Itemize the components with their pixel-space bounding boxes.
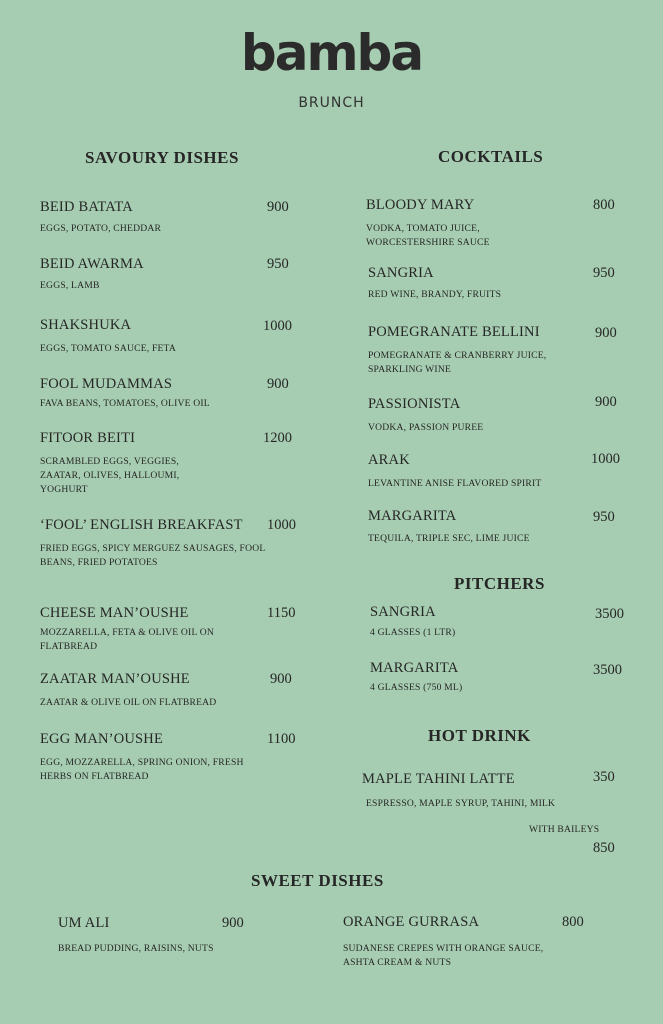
item-name: SHAKSHUKA bbox=[40, 317, 132, 333]
item-name: FOOL MUDAMMAS bbox=[40, 376, 173, 392]
addon-price: 850 bbox=[593, 840, 615, 856]
item-description: POMEGRANATE & CRANBERRY JUICE, SPARKLING WINE bbox=[368, 350, 547, 375]
item-price: 950 bbox=[593, 509, 615, 525]
item-description: ESPRESSO, MAPLE SYRUP, TAHINI, MILK bbox=[366, 798, 556, 809]
item-price: 1200 bbox=[263, 430, 292, 446]
item-description: EGGS, TOMATO SAUCE, FETA bbox=[40, 343, 176, 354]
item-price: 800 bbox=[562, 914, 584, 930]
item-name: CHEESE MAN’OUSHE bbox=[40, 605, 189, 621]
item-name: SANGRIA bbox=[370, 604, 436, 620]
item-price: 1100 bbox=[267, 731, 296, 747]
item-name: BEID BATATA bbox=[40, 199, 133, 215]
item-name: MARGARITA bbox=[370, 660, 459, 676]
item-name: MARGARITA bbox=[368, 508, 457, 524]
item-name: BLOODY MARY bbox=[366, 197, 475, 213]
item-name: FITOOR BEITI bbox=[40, 430, 136, 446]
section-title-savoury: SAVOURY DISHES bbox=[85, 148, 239, 167]
item-price: 1000 bbox=[263, 318, 292, 334]
section-title-hot-drink: HOT DRINK bbox=[428, 726, 531, 745]
item-description: VODKA, PASSION PUREE bbox=[368, 422, 484, 433]
brand-logo: bamba bbox=[240, 24, 423, 82]
item-name: ZAATAR MAN’OUSHE bbox=[40, 671, 190, 687]
item-description: MOZZARELLA, FETA & OLIVE OIL ON FLATBREAD bbox=[40, 627, 215, 652]
item-price: 950 bbox=[267, 256, 289, 272]
item-description: 4 GLASSES (1 LTR) bbox=[370, 627, 456, 638]
item-description: EGG, MOZZARELLA, SPRING ONION, FRESH HERBS ON FLATBREAD bbox=[40, 757, 244, 782]
item-price: 900 bbox=[595, 394, 617, 410]
item-description: RED WINE, BRANDY, FRUITS bbox=[368, 289, 502, 300]
item-price: 1000 bbox=[591, 451, 620, 467]
item-description: LEVANTINE ANISE FLAVORED SPIRIT bbox=[368, 478, 542, 489]
item-price: 900 bbox=[267, 199, 289, 215]
item-description: EGGS, POTATO, CHEDDAR bbox=[40, 223, 162, 234]
item-price: 350 bbox=[593, 769, 615, 785]
item-name: SANGRIA bbox=[368, 265, 434, 281]
item-description: ZAATAR & OLIVE OIL ON FLATBREAD bbox=[40, 697, 217, 708]
item-price: 900 bbox=[595, 325, 617, 341]
item-description: 4 GLASSES (750 ML) bbox=[370, 682, 463, 693]
item-price: 1150 bbox=[267, 605, 296, 621]
item-name: ARAK bbox=[368, 452, 410, 468]
menu-subtitle: BRUNCH bbox=[298, 95, 365, 111]
item-name: EGG MAN’OUSHE bbox=[40, 731, 164, 747]
item-description: SUDANESE CREPES WITH ORANGE SAUCE, ASHTA CREAM & NUTS bbox=[343, 943, 544, 968]
item-description: VODKA, TOMATO JUICE, WORCESTERSHIRE SAUCE bbox=[366, 223, 490, 248]
section-title-pitchers: PITCHERS bbox=[454, 574, 545, 593]
item-name: BEID AWARMA bbox=[40, 256, 144, 272]
item-name: ‘FOOL’ ENGLISH BREAKFAST bbox=[40, 517, 243, 533]
item-description: SCRAMBLED EGGS, VEGGIES, ZAATAR, OLIVES, HALLOUMI, YOGHURT bbox=[40, 456, 180, 495]
item-description: BREAD PUDDING, RAISINS, NUTS bbox=[58, 943, 214, 954]
item-description: TEQUILA, TRIPLE SEC, LIME JUICE bbox=[368, 533, 530, 544]
item-price: 900 bbox=[222, 915, 244, 931]
item-description: EGGS, LAMB bbox=[40, 280, 100, 291]
item-price: 900 bbox=[267, 376, 289, 392]
item-description: FRIED EGGS, SPICY MERGUEZ SAUSAGES, FOOL BEANS, FRIED POTATOES bbox=[40, 543, 266, 568]
item-name: UM ALI bbox=[58, 915, 110, 931]
item-name: ORANGE GURRASA bbox=[343, 914, 480, 930]
item-price: 950 bbox=[593, 265, 615, 281]
section-title-cocktails: COCKTAILS bbox=[438, 147, 544, 166]
addon-label: WITH BAILEYS bbox=[529, 824, 600, 835]
item-name: MAPLE TAHINI LATTE bbox=[362, 771, 515, 787]
item-price: 3500 bbox=[595, 606, 624, 622]
item-price: 800 bbox=[593, 197, 615, 213]
item-description: FAVA BEANS, TOMATOES, OLIVE OIL bbox=[40, 398, 210, 409]
item-name: PASSIONISTA bbox=[368, 396, 461, 412]
section-title-sweet: SWEET DISHES bbox=[251, 871, 384, 890]
item-name: POMEGRANATE BELLINI bbox=[368, 324, 540, 340]
item-price: 900 bbox=[270, 671, 292, 687]
item-price: 3500 bbox=[593, 662, 622, 678]
item-price: 1000 bbox=[267, 517, 296, 533]
